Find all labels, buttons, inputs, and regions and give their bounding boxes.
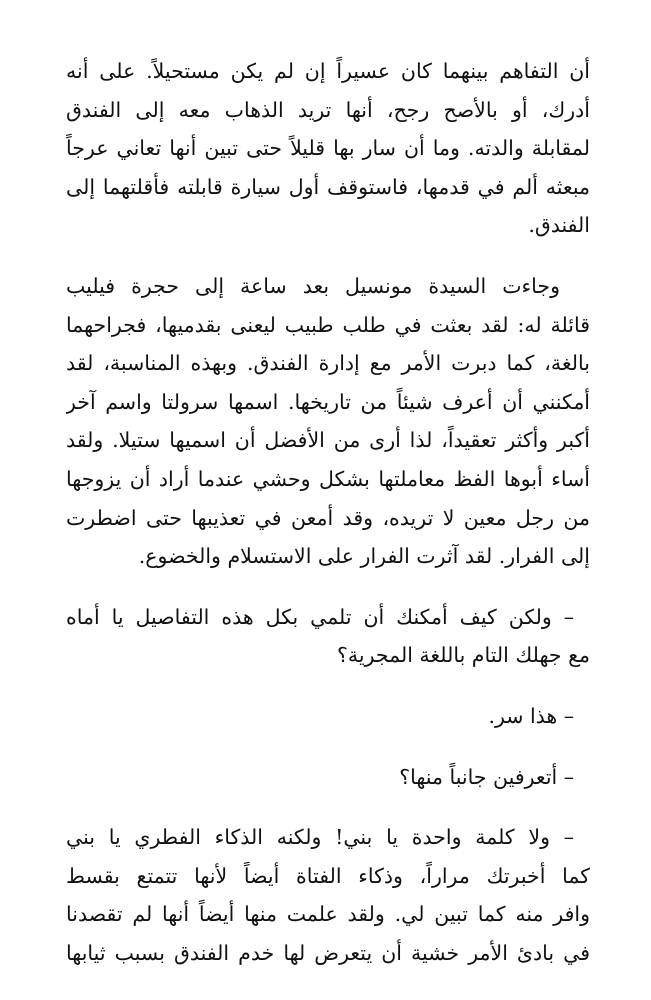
text-line: – ولكن كيف أمكنك أن تلمي بكل هذه التفاصيل يا أماه — [66, 604, 574, 629]
paragraph-5 — [66, 758, 590, 797]
text-line: إلى الفرار. لقد آثرت الفرار على الاستسلام والخضوع. — [138, 544, 590, 569]
text-line: أمكنني أن أعرف شيئاً من تاريخها. اسمها سرولتا واسم آخر — [66, 389, 590, 414]
text-line: في بادئ الأمر خشية أن يتعرض لها خدم الفندق بسبب ثيابها — [66, 940, 590, 965]
text-line: بالغة، كما دبرت الأمر مع إدارة الفندق. وبهذه المناسبة، لقد — [66, 351, 590, 376]
text-line: أدرك، أو بالأصح رجح، أنها تريد الذهاب معه إلى الفندق — [66, 97, 590, 122]
text-line: مع جهلك التام باللغة المجرية؟ — [337, 643, 590, 668]
book-page — [66, 52, 590, 994]
text-line: – هذا سر. — [488, 703, 574, 728]
text-line: أكبر وأكثر تعقيداً، لذا أرى من الأفضل أن اسميها ستيلا. ولقد — [66, 428, 590, 453]
text-line: وافر منه كما تبين لي. ولقد علمت منها أيضاً أنها لم تقصدنا — [66, 902, 590, 927]
text-line: أساء أبوها الفظ معاملتها بشكل وحشي عندما أراد أن يزوجها — [66, 466, 590, 491]
text-line: أن التفاهم بينهما كان عسيراً إن لم يكن مستحيلاً. على أنه — [66, 59, 590, 83]
text-line: الفندق. — [528, 213, 590, 238]
text-line: مبعثه ألم في قدمها، فاستوقف أول سيارة قابلته فأقلتهما إلى — [66, 174, 590, 199]
text-line: لمقابلة والدته. وما أن سار بها قليلاً حتى تبين أنها تعاني عرجاً — [66, 136, 590, 161]
paragraph-1 — [66, 52, 590, 245]
paragraph-6 — [66, 818, 590, 972]
paragraph-4 — [66, 697, 590, 736]
text-line: قائلة له: لقد بعثت في طلب طبيب ليعنى بقدميها، فجراحهما — [66, 312, 590, 337]
text-line: – ولا كلمة واحدة يا بني! ولكنه الذكاء الفطري يا بني — [66, 825, 574, 850]
text-line: من رجل معين لا تريده، وقد أمعن في تعذيبها حتى اضطرت — [66, 505, 590, 530]
paragraph-2 — [66, 267, 590, 576]
text-line: وجاءت السيدة مونسيل بعد ساعة إلى حجرة فيليب — [66, 273, 560, 298]
text-line: – أتعرفين جانباً منها؟ — [399, 764, 574, 789]
paragraph-3 — [66, 598, 590, 675]
text-line: كما أخبرتك مراراً، وذكاء الفتاة أيضاً لأنها تتمتع بقسط — [66, 863, 590, 888]
